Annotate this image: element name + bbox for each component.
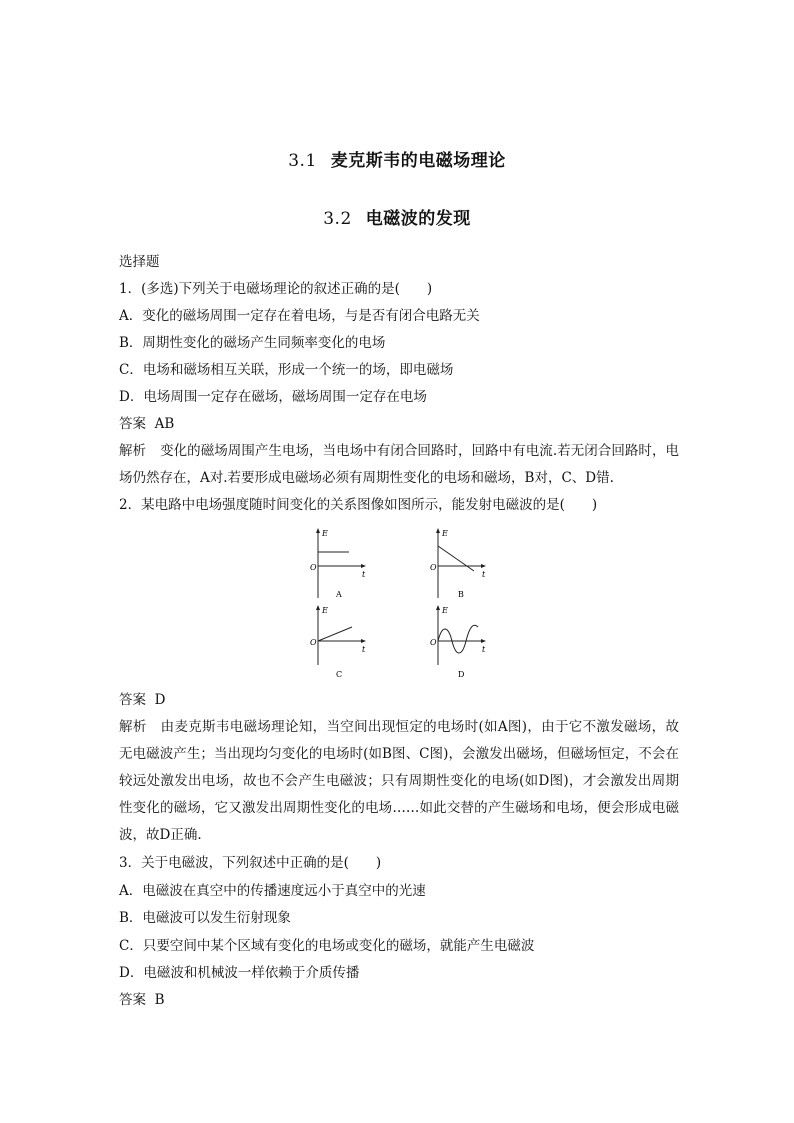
title-number: 3.1 [288, 151, 317, 171]
x-axis-label: t [362, 645, 366, 654]
title-section-3-1 [0, 146, 794, 171]
analysis-label: 解析 [119, 443, 147, 459]
graph-label: D [458, 670, 465, 679]
y-axis-arrow [316, 528, 320, 533]
x-axis-label: t [482, 570, 486, 579]
x-axis-label: t [362, 570, 366, 579]
x-axis-arrow [361, 639, 366, 643]
q1-option-c: C．电场和磁场相互关联，形成一个统一的场，即电磁场 [119, 362, 454, 378]
graph-curve [438, 625, 478, 653]
origin-label: O [310, 563, 317, 572]
y-axis-arrow [316, 605, 320, 610]
answer-label: 答案 [119, 992, 146, 1008]
graph-b [426, 526, 496, 602]
q2-stem: 2．某电路中电场强度随时间变化的关系图像如图所示，能发射电磁波的是( ) [119, 497, 598, 513]
graph-curve [318, 627, 352, 641]
graph-label: A [336, 590, 342, 599]
title-section-3-2 [0, 204, 794, 229]
graph-label: B [458, 590, 464, 599]
x-axis-label: t [482, 645, 486, 654]
y-axis-label: E [322, 529, 328, 538]
q1-option-d: D．电场周围一定存在磁场，磁场周围一定存在电场 [119, 389, 427, 405]
q3-option-a: A．电磁波在真空中的传播速度远小于真空中的光速 [119, 883, 426, 899]
y-axis-arrow [436, 528, 440, 533]
graph-label: C [336, 670, 343, 679]
q3-answer [119, 991, 165, 1009]
section-label: 选择题 [119, 254, 160, 270]
answer-label: 答案 [119, 692, 146, 708]
q1-analysis [119, 438, 679, 492]
answer-label: 答案 [119, 416, 146, 432]
analysis-text: 由麦克斯韦电磁场理论知，当空间出现恒定的电场时(如A图)，由于它不激发磁场，故无电磁波产生；当出现均匀变化的电场时(如B图、C图)，会激发出磁场，但磁场恒定，不会在较远处激发出电场，故也不会产生电磁波；只有周期性变化的电场(如D图)，才会激发出周期性变化的磁场，它又激发出周期性变化的电场……如此交替的产生磁场和电场，便会形成电磁波，故D正确. [119, 719, 679, 843]
q3-option-d: D．电磁波和机械波一样依赖于介质传播 [119, 965, 360, 981]
q2-answer [119, 691, 165, 709]
analysis-label: 解析 [119, 719, 147, 735]
graph-curve [438, 546, 474, 571]
q3-option-c: C．只要空间中某个区域有变化的电场或变化的磁场，就能产生电磁波 [119, 938, 535, 954]
origin-label: O [310, 638, 317, 647]
analysis-text: 变化的磁场周围产生电场，当电场中有闭合回路时，回路中有电流.若无闭合回路时，电场仍然存在，A对.若要形成电磁场必须有周期性变化的电场和磁场，B对，C、D错. [119, 443, 680, 486]
answer-value: AB [154, 416, 175, 432]
title-number: 3.2 [323, 209, 352, 229]
q1-answer [119, 415, 174, 433]
origin-label: O [430, 638, 437, 647]
graph-d [426, 603, 496, 679]
graph-c [306, 603, 376, 679]
graph-a [306, 526, 376, 602]
title-text: 电磁波的发现 [365, 209, 471, 229]
y-axis-label: E [442, 529, 448, 538]
y-axis-label: E [442, 606, 448, 615]
x-axis-arrow [361, 564, 366, 568]
title-text: 麦克斯韦的电磁场理论 [330, 151, 506, 171]
y-axis-label: E [322, 606, 328, 615]
answer-value: B [154, 992, 165, 1008]
q3-stem: 3．关于电磁波，下列叙述中正确的是( ) [119, 855, 382, 871]
origin-label: O [430, 563, 437, 572]
q1-option-b: B．周期性变化的磁场产生同频率变化的电场 [119, 335, 386, 351]
q1-option-a: A．变化的磁场周围一定存在着电场，与是否有闭合电路无关 [119, 308, 480, 324]
y-axis-arrow [436, 605, 440, 610]
q2-analysis [119, 714, 679, 849]
x-axis-arrow [481, 639, 486, 643]
answer-value: D [154, 692, 166, 708]
q1-stem: 1．(多选)下列关于电磁场理论的叙述正确的是( ) [119, 281, 433, 297]
q3-option-b: B．电磁波可以发生衍射现象 [119, 910, 291, 926]
x-axis-arrow [481, 564, 486, 568]
